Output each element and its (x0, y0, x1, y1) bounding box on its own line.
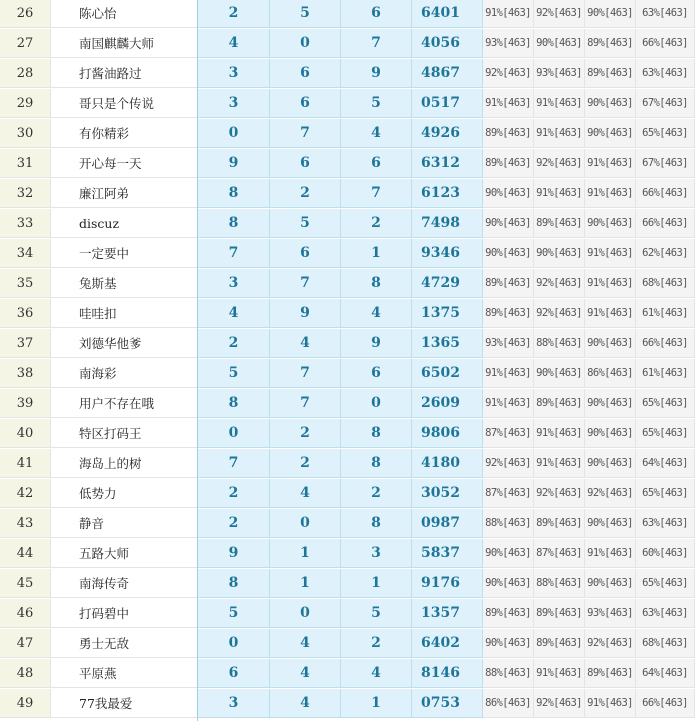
rate-2-cell: 92%[463] (534, 149, 585, 178)
rate-4-cell: 65%[463] (636, 569, 695, 598)
rate-1-cell: 93%[463] (483, 29, 534, 58)
digit-1-cell: 7 (198, 239, 270, 268)
digit-2-cell: 7 (270, 269, 341, 298)
digit-2-cell: 6 (270, 89, 341, 118)
table-row (0, 509, 695, 539)
rate-3-cell: 90%[463] (585, 0, 636, 28)
digit-2-cell: 4 (270, 329, 341, 358)
rate-3-cell: 91%[463] (585, 179, 636, 208)
table-row (0, 479, 695, 509)
digit-3-cell: 2 (341, 479, 412, 508)
digit-2-cell: 4 (270, 659, 341, 688)
rate-3-cell: 91%[463] (585, 299, 636, 328)
rate-3-cell: 90%[463] (585, 89, 636, 118)
rank-cell: 31 (0, 149, 51, 178)
username-cell: 南海传奇 (51, 569, 198, 598)
digit-3-cell: 6 (341, 359, 412, 388)
digit-2-cell: 2 (270, 179, 341, 208)
username-cell: 打码碧中 (51, 599, 198, 628)
digit-2-cell: 0 (270, 29, 341, 58)
username-cell: 刘德华他爹 (51, 329, 198, 358)
rate-1-cell: 87%[463] (483, 479, 534, 508)
username-cell: 南国麒麟大师 (51, 29, 198, 58)
username-cell: 有你精彩 (51, 119, 198, 148)
username-cell: 哥只是个传说 (51, 89, 198, 118)
rate-4-cell: 63%[463] (636, 599, 695, 628)
rate-2-cell: 89%[463] (534, 599, 585, 628)
username-cell: 廉江阿弟 (51, 179, 198, 208)
rate-2-cell: 91%[463] (534, 119, 585, 148)
rank-cell: 46 (0, 599, 51, 628)
rate-1-cell: 91%[463] (483, 0, 534, 28)
rate-2-cell: 89%[463] (534, 629, 585, 658)
table-row (0, 659, 695, 689)
rank-cell: 28 (0, 59, 51, 88)
rate-2-cell: 92%[463] (534, 479, 585, 508)
rate-1-cell: 91%[463] (483, 359, 534, 388)
rank-cell: 29 (0, 89, 51, 118)
digit-1-cell: 5 (198, 599, 270, 628)
rate-4-cell: 65%[463] (636, 419, 695, 448)
rate-1-cell: 90%[463] (483, 539, 534, 568)
digit-2-cell: 7 (270, 119, 341, 148)
digit-3-cell: 8 (341, 449, 412, 478)
rate-2-cell: 90%[463] (534, 239, 585, 268)
rate-3-cell: 90%[463] (585, 389, 636, 418)
rate-3-cell: 90%[463] (585, 569, 636, 598)
rank-cell: 27 (0, 29, 51, 58)
rate-2-cell: 90%[463] (534, 359, 585, 388)
table-row (0, 299, 695, 329)
digit-2-cell: 9 (270, 299, 341, 328)
digit-1-cell: 3 (198, 689, 270, 718)
table-row (0, 119, 695, 149)
digit-2-cell: 6 (270, 149, 341, 178)
digit-1-cell: 8 (198, 569, 270, 598)
rate-3-cell: 90%[463] (585, 119, 636, 148)
rate-2-cell: 93%[463] (534, 59, 585, 88)
rank-cell: 26 (0, 0, 51, 28)
rank-cell: 38 (0, 359, 51, 388)
username-cell: 开心每一天 (51, 149, 198, 178)
rank-cell: 49 (0, 689, 51, 718)
rank-cell: 41 (0, 449, 51, 478)
rate-1-cell: 91%[463] (483, 89, 534, 118)
digit-3-cell: 5 (341, 599, 412, 628)
digit-1-cell: 3 (198, 59, 270, 88)
table-row (0, 449, 695, 479)
rate-2-cell: 92%[463] (534, 689, 585, 718)
table-row (0, 179, 695, 209)
rate-1-cell: 90%[463] (483, 239, 534, 268)
table-row (0, 569, 695, 599)
rate-4-cell: 66%[463] (636, 179, 695, 208)
rate-1-cell: 88%[463] (483, 659, 534, 688)
rate-3-cell: 89%[463] (585, 659, 636, 688)
rate-2-cell: 92%[463] (534, 269, 585, 298)
rate-1-cell: 89%[463] (483, 599, 534, 628)
rate-4-cell: 63%[463] (636, 59, 695, 88)
rate-2-cell: 91%[463] (534, 419, 585, 448)
digit-3-cell: 6 (341, 149, 412, 178)
digit-2-cell: 1 (270, 539, 341, 568)
rate-3-cell: 91%[463] (585, 239, 636, 268)
number-cell: 4180 (412, 449, 483, 478)
digit-2-cell: 2 (270, 449, 341, 478)
number-cell: 1365 (412, 329, 483, 358)
rate-4-cell: 63%[463] (636, 0, 695, 28)
rate-2-cell: 87%[463] (534, 539, 585, 568)
username-cell: 用户不存在哦 (51, 389, 198, 418)
username-cell: 77我最爱 (51, 689, 198, 718)
rate-4-cell: 60%[463] (636, 539, 695, 568)
digit-3-cell: 3 (341, 539, 412, 568)
digit-1-cell: 9 (198, 539, 270, 568)
table-row (0, 329, 695, 359)
table-row (0, 149, 695, 179)
digit-2-cell: 7 (270, 359, 341, 388)
number-cell: 4729 (412, 269, 483, 298)
number-cell: 1375 (412, 299, 483, 328)
username-cell: 一定要中 (51, 239, 198, 268)
digit-1-cell: 7 (198, 449, 270, 478)
digit-3-cell: 7 (341, 29, 412, 58)
digit-1-cell: 6 (198, 659, 270, 688)
username-cell: 静音 (51, 509, 198, 538)
rate-1-cell: 90%[463] (483, 209, 534, 238)
column-divider (197, 0, 198, 721)
rate-3-cell: 91%[463] (585, 539, 636, 568)
digit-3-cell: 1 (341, 689, 412, 718)
digit-3-cell: 5 (341, 89, 412, 118)
number-cell: 6502 (412, 359, 483, 388)
number-cell: 4056 (412, 29, 483, 58)
digit-2-cell: 2 (270, 419, 341, 448)
digit-2-cell: 4 (270, 479, 341, 508)
digit-3-cell: 8 (341, 509, 412, 538)
rate-4-cell: 65%[463] (636, 479, 695, 508)
rate-1-cell: 86%[463] (483, 689, 534, 718)
number-cell: 1357 (412, 599, 483, 628)
rate-1-cell: 89%[463] (483, 119, 534, 148)
digit-1-cell: 0 (198, 629, 270, 658)
username-cell: 低势力 (51, 479, 198, 508)
digit-2-cell: 0 (270, 509, 341, 538)
digit-1-cell: 3 (198, 89, 270, 118)
number-cell: 7498 (412, 209, 483, 238)
rate-4-cell: 64%[463] (636, 659, 695, 688)
rate-4-cell: 66%[463] (636, 329, 695, 358)
rate-2-cell: 92%[463] (534, 299, 585, 328)
digit-1-cell: 0 (198, 419, 270, 448)
rate-3-cell: 90%[463] (585, 209, 636, 238)
rate-4-cell: 62%[463] (636, 239, 695, 268)
number-cell: 8146 (412, 659, 483, 688)
rate-1-cell: 91%[463] (483, 389, 534, 418)
rate-1-cell: 92%[463] (483, 449, 534, 478)
digit-1-cell: 9 (198, 149, 270, 178)
table-row (0, 59, 695, 89)
rate-2-cell: 92%[463] (534, 0, 585, 28)
rate-3-cell: 93%[463] (585, 599, 636, 628)
rate-1-cell: 90%[463] (483, 569, 534, 598)
rate-3-cell: 92%[463] (585, 629, 636, 658)
rate-2-cell: 90%[463] (534, 29, 585, 58)
rate-3-cell: 90%[463] (585, 329, 636, 358)
rate-3-cell: 86%[463] (585, 359, 636, 388)
rank-cell: 47 (0, 629, 51, 658)
rate-2-cell: 91%[463] (534, 449, 585, 478)
username-cell: discuz (51, 209, 198, 238)
table-row (0, 539, 695, 569)
digit-3-cell: 4 (341, 299, 412, 328)
rate-2-cell: 91%[463] (534, 659, 585, 688)
rate-3-cell: 90%[463] (585, 419, 636, 448)
digit-2-cell: 4 (270, 689, 341, 718)
number-cell: 0987 (412, 509, 483, 538)
number-cell: 6312 (412, 149, 483, 178)
rate-1-cell: 90%[463] (483, 629, 534, 658)
rank-cell: 43 (0, 509, 51, 538)
digit-1-cell: 5 (198, 359, 270, 388)
digit-1-cell: 4 (198, 29, 270, 58)
rank-cell: 48 (0, 659, 51, 688)
rank-cell: 32 (0, 179, 51, 208)
rate-2-cell: 89%[463] (534, 209, 585, 238)
rate-4-cell: 61%[463] (636, 299, 695, 328)
digit-3-cell: 4 (341, 119, 412, 148)
digit-3-cell: 8 (341, 419, 412, 448)
number-cell: 0753 (412, 689, 483, 718)
username-cell: 兔斯基 (51, 269, 198, 298)
digit-2-cell: 5 (270, 209, 341, 238)
rate-2-cell: 89%[463] (534, 389, 585, 418)
rank-cell: 40 (0, 419, 51, 448)
rank-cell: 39 (0, 389, 51, 418)
number-cell: 6123 (412, 179, 483, 208)
digit-3-cell: 6 (341, 0, 412, 28)
username-cell: 哇哇扣 (51, 299, 198, 328)
digit-2-cell: 6 (270, 59, 341, 88)
rank-cell: 45 (0, 569, 51, 598)
table-row (0, 209, 695, 239)
table-row (0, 629, 695, 659)
username-cell: 南海彩 (51, 359, 198, 388)
rank-cell: 44 (0, 539, 51, 568)
number-cell: 3052 (412, 479, 483, 508)
number-cell: 4867 (412, 59, 483, 88)
digit-2-cell: 1 (270, 569, 341, 598)
rate-2-cell: 89%[463] (534, 509, 585, 538)
rate-1-cell: 89%[463] (483, 269, 534, 298)
rate-1-cell: 92%[463] (483, 59, 534, 88)
rate-1-cell: 93%[463] (483, 329, 534, 358)
rate-3-cell: 90%[463] (585, 509, 636, 538)
rate-4-cell: 65%[463] (636, 389, 695, 418)
rate-2-cell: 88%[463] (534, 329, 585, 358)
rate-3-cell: 89%[463] (585, 29, 636, 58)
digit-2-cell: 5 (270, 0, 341, 28)
number-cell: 9346 (412, 239, 483, 268)
rate-3-cell: 90%[463] (585, 449, 636, 478)
table-row (0, 359, 695, 389)
rank-cell: 35 (0, 269, 51, 298)
rank-cell: 37 (0, 329, 51, 358)
table-row (0, 599, 695, 629)
rate-1-cell: 90%[463] (483, 179, 534, 208)
rank-cell: 34 (0, 239, 51, 268)
rate-4-cell: 68%[463] (636, 629, 695, 658)
digit-2-cell: 0 (270, 599, 341, 628)
table-row (0, 389, 695, 419)
rate-4-cell: 67%[463] (636, 89, 695, 118)
digit-3-cell: 2 (341, 629, 412, 658)
digit-3-cell: 8 (341, 269, 412, 298)
rate-1-cell: 89%[463] (483, 149, 534, 178)
username-cell: 打酱油路过 (51, 59, 198, 88)
rate-4-cell: 63%[463] (636, 509, 695, 538)
digit-2-cell: 4 (270, 629, 341, 658)
username-cell: 陈心怡 (51, 0, 198, 28)
table-row (0, 269, 695, 299)
digit-3-cell: 9 (341, 329, 412, 358)
number-cell: 2609 (412, 389, 483, 418)
table-row (0, 29, 695, 59)
digit-3-cell: 1 (341, 239, 412, 268)
table-row (0, 89, 695, 119)
digit-2-cell: 7 (270, 389, 341, 418)
digit-1-cell: 4 (198, 299, 270, 328)
table-row (0, 419, 695, 449)
username-cell: 海岛上的树 (51, 449, 198, 478)
digit-3-cell: 4 (341, 659, 412, 688)
table-row (0, 689, 695, 719)
digit-1-cell: 0 (198, 119, 270, 148)
digit-2-cell: 6 (270, 239, 341, 268)
rate-2-cell: 88%[463] (534, 569, 585, 598)
username-cell: 特区打码王 (51, 419, 198, 448)
digit-1-cell: 2 (198, 509, 270, 538)
digit-1-cell: 2 (198, 0, 270, 28)
rank-cell: 33 (0, 209, 51, 238)
rate-3-cell: 91%[463] (585, 269, 636, 298)
rate-3-cell: 89%[463] (585, 59, 636, 88)
rate-2-cell: 91%[463] (534, 89, 585, 118)
digit-3-cell: 0 (341, 389, 412, 418)
rate-3-cell: 91%[463] (585, 689, 636, 718)
digit-1-cell: 3 (198, 269, 270, 298)
rate-4-cell: 65%[463] (636, 119, 695, 148)
digit-3-cell: 7 (341, 179, 412, 208)
rate-4-cell: 66%[463] (636, 689, 695, 718)
rank-cell: 30 (0, 119, 51, 148)
digit-3-cell: 2 (341, 209, 412, 238)
number-cell: 9176 (412, 569, 483, 598)
rate-3-cell: 92%[463] (585, 479, 636, 508)
digit-3-cell: 1 (341, 569, 412, 598)
digit-1-cell: 2 (198, 479, 270, 508)
digit-1-cell: 8 (198, 209, 270, 238)
number-cell: 6402 (412, 629, 483, 658)
number-cell: 4926 (412, 119, 483, 148)
rate-4-cell: 68%[463] (636, 269, 695, 298)
number-cell: 6401 (412, 0, 483, 28)
rate-1-cell: 87%[463] (483, 419, 534, 448)
table-row (0, 0, 695, 29)
rank-cell: 42 (0, 479, 51, 508)
rate-4-cell: 67%[463] (636, 149, 695, 178)
digit-1-cell: 2 (198, 329, 270, 358)
rank-cell: 36 (0, 299, 51, 328)
rate-4-cell: 61%[463] (636, 359, 695, 388)
rate-3-cell: 91%[463] (585, 149, 636, 178)
username-cell: 五路大师 (51, 539, 198, 568)
rate-1-cell: 89%[463] (483, 299, 534, 328)
number-cell: 0517 (412, 89, 483, 118)
rate-4-cell: 64%[463] (636, 449, 695, 478)
digit-3-cell: 9 (341, 59, 412, 88)
table-row (0, 239, 695, 269)
digit-1-cell: 8 (198, 179, 270, 208)
rate-4-cell: 66%[463] (636, 29, 695, 58)
rate-2-cell: 91%[463] (534, 179, 585, 208)
digit-1-cell: 8 (198, 389, 270, 418)
number-cell: 5837 (412, 539, 483, 568)
rate-1-cell: 88%[463] (483, 509, 534, 538)
username-cell: 平原燕 (51, 659, 198, 688)
rate-4-cell: 66%[463] (636, 209, 695, 238)
number-cell: 9806 (412, 419, 483, 448)
username-cell: 勇士无敌 (51, 629, 198, 658)
